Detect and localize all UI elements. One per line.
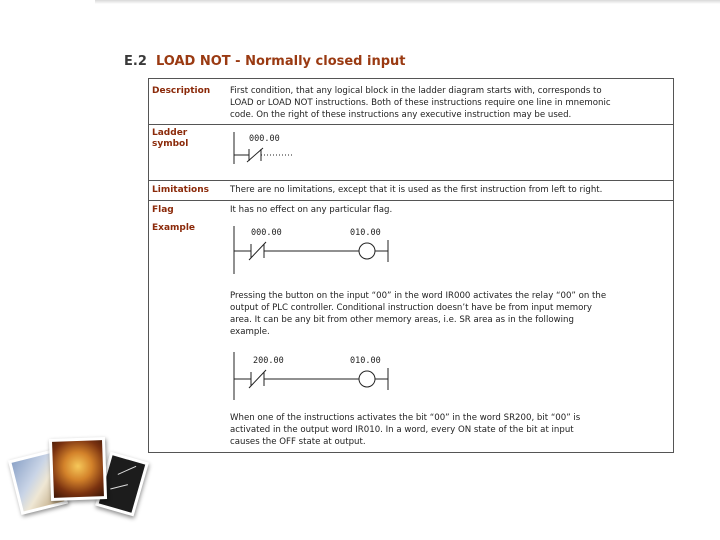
- instruction-table: [148, 78, 674, 453]
- section-number: E.2: [124, 54, 147, 69]
- paragraph-line: When one of the instructions activates the bit “00” in the word SR200, bit “00” is: [230, 413, 581, 423]
- paragraph-line: area. It can be any bit from other memory areas, i.e. SR area as in the following: [230, 315, 574, 325]
- paragraph-line: Pressing the button on the input “00” in the word IR000 activates the relay “00” on the: [230, 291, 607, 301]
- table-rule: [149, 78, 673, 79]
- description-text: [230, 85, 670, 121]
- paragraph-line: causes the OFF state at output.: [230, 437, 366, 447]
- limitations-label: Limitations: [152, 185, 209, 195]
- description-line: First condition, that any logical block in the ladder diagram starts with, corresponds to: [230, 86, 602, 96]
- photo-globe: [49, 437, 107, 501]
- limitations-text: There are no limitations, except that it is used as the first instruction from left to right.: [230, 185, 603, 195]
- paragraph-line: example.: [230, 327, 270, 337]
- table-rule: [149, 180, 673, 181]
- example-label: Example: [152, 223, 196, 233]
- output-address: 010.00: [350, 228, 381, 238]
- ladder-symbol-label: [152, 128, 188, 150]
- example-ladder-1: [231, 222, 481, 278]
- table-rule: [149, 200, 673, 201]
- description-line: code. On the right of these instructions any executive instruction may be used.: [230, 110, 572, 120]
- paragraph-line: activated in the output word IR010. In a word, every ON state of the bit at input: [230, 425, 574, 435]
- section-title: LOAD NOT - Normally closed input: [155, 54, 406, 69]
- paragraph-line: output of PLC controller. Conditional instruction doesn’t have be from input memory: [230, 303, 592, 313]
- example-paragraph-1: [230, 290, 670, 338]
- ladder-symbol-label-line: symbol: [152, 139, 189, 149]
- section-heading: [124, 54, 406, 69]
- input-address: 200.00: [253, 356, 284, 366]
- decorative-photo-stack: [10, 432, 150, 532]
- flag-label: Flag: [152, 205, 174, 215]
- flag-text: It has no effect on any particular flag.: [230, 205, 393, 215]
- nc-contact-symbol: [231, 128, 311, 168]
- description-label: Description: [152, 86, 211, 96]
- table-rule: [149, 124, 673, 125]
- ladder-symbol-label-line: Ladder: [152, 128, 188, 138]
- input-address: 000.00: [251, 228, 282, 238]
- top-divider: [95, 0, 720, 4]
- example-paragraph-2: [230, 412, 670, 448]
- output-address: 010.00: [350, 356, 381, 366]
- example-ladder-2: [231, 348, 481, 404]
- description-line: LOAD or LOAD NOT instructions. Both of these instructions require one line in mnemonic: [230, 98, 611, 108]
- contact-address: 000.00: [249, 134, 280, 144]
